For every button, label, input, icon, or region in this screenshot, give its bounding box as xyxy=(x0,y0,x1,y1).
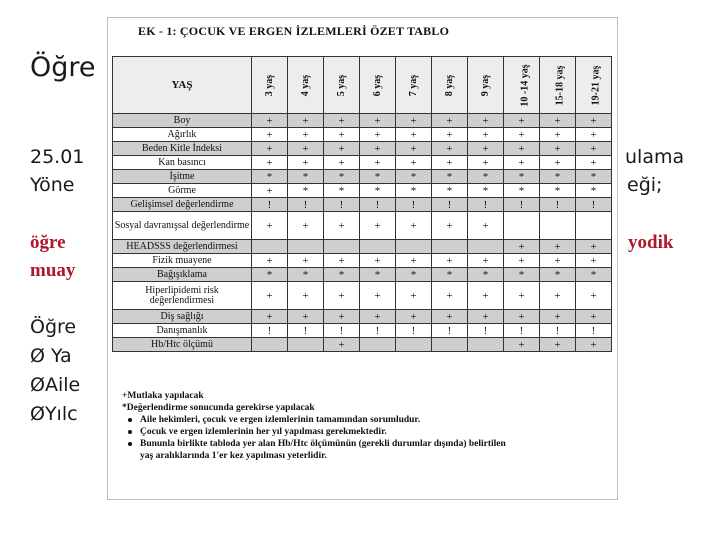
table-cell xyxy=(576,212,612,240)
age-column-header xyxy=(468,57,504,114)
bullet-fragment-1: Ø Ya xyxy=(30,345,72,367)
table-row xyxy=(113,114,612,128)
row-label: Fizik muayene xyxy=(113,254,252,268)
table-cell: + xyxy=(576,128,612,142)
table-cell: * xyxy=(576,184,612,198)
age-column-header xyxy=(324,57,360,114)
table-cell: + xyxy=(468,142,504,156)
table-cell: + xyxy=(252,282,288,310)
note-item xyxy=(128,426,506,438)
note-text: Çocuk ve ergen izlemlerinin her yıl yapılması gerekmektedir. xyxy=(140,427,387,437)
table-cell: + xyxy=(468,282,504,310)
table-cell: + xyxy=(468,212,504,240)
age-column-label: 3 yaş xyxy=(264,74,275,96)
table-cell: + xyxy=(396,254,432,268)
table-cell: + xyxy=(432,156,468,170)
age-column-label: 6 yaş xyxy=(372,74,383,96)
table-cell: + xyxy=(288,310,324,324)
row-label: HEADSSS değerlendirmesi xyxy=(113,240,252,254)
table-cell: + xyxy=(540,142,576,156)
table-cell: * xyxy=(360,268,396,282)
age-column-header xyxy=(288,57,324,114)
note-text xyxy=(140,438,506,462)
table-cell: + xyxy=(576,240,612,254)
table-cell: ! xyxy=(576,198,612,212)
row-label: Beden Kitle İndeksi xyxy=(113,142,252,156)
table-cell: * xyxy=(288,170,324,184)
table-cell: + xyxy=(324,142,360,156)
table-cell: * xyxy=(540,268,576,282)
table-row xyxy=(113,268,612,282)
table-cell: + xyxy=(432,142,468,156)
table-cell: + xyxy=(252,156,288,170)
table-cell: ! xyxy=(288,324,324,338)
table-cell: * xyxy=(396,268,432,282)
table-cell: + xyxy=(432,282,468,310)
table-cell: + xyxy=(540,282,576,310)
table-cell: ! xyxy=(576,324,612,338)
age-column-header xyxy=(576,57,612,114)
table-cell: ! xyxy=(468,198,504,212)
table-cell: + xyxy=(432,254,468,268)
table-cell: ! xyxy=(360,198,396,212)
table-cell: + xyxy=(396,282,432,310)
table-cell: + xyxy=(252,254,288,268)
table-cell: + xyxy=(576,254,612,268)
note-item xyxy=(128,438,506,462)
table-cell: + xyxy=(468,114,504,128)
row-label: Sosyal davranışsal değerlendirme xyxy=(113,212,252,240)
table-cell: + xyxy=(540,128,576,142)
table-cell: * xyxy=(288,268,324,282)
table-cell: + xyxy=(324,128,360,142)
age-header: YAŞ xyxy=(113,57,252,114)
table-cell: + xyxy=(504,240,540,254)
age-column-label: 19-21 yaş xyxy=(590,65,602,105)
table-cell: + xyxy=(360,156,396,170)
table-row xyxy=(113,212,612,240)
age-column-header xyxy=(360,57,396,114)
age-column-header xyxy=(432,57,468,114)
table-cell: + xyxy=(468,128,504,142)
table-cell: + xyxy=(504,142,540,156)
table-cell: * xyxy=(540,184,576,198)
table-cell: + xyxy=(360,212,396,240)
table-cell: + xyxy=(432,114,468,128)
table-cell: * xyxy=(396,184,432,198)
table-cell xyxy=(360,240,396,254)
table-row xyxy=(113,254,612,268)
table-cell: + xyxy=(360,282,396,310)
table-cell xyxy=(540,212,576,240)
table-cell: + xyxy=(396,114,432,128)
table-cell: + xyxy=(396,142,432,156)
table-cell xyxy=(432,338,468,352)
table-cell: * xyxy=(468,184,504,198)
table-cell: + xyxy=(576,156,612,170)
table-cell xyxy=(432,240,468,254)
table-cell: + xyxy=(324,114,360,128)
table-cell: * xyxy=(288,184,324,198)
row-label: Diş sağlığı xyxy=(113,310,252,324)
table-row xyxy=(113,282,612,310)
bullet-dot-icon xyxy=(128,418,132,422)
bullet-dot-icon xyxy=(128,430,132,434)
subheading-fragment: Öğre xyxy=(30,316,77,338)
table-cell: + xyxy=(540,338,576,352)
paragraph-fragment-left-1: 25.01 xyxy=(30,146,85,168)
table-row xyxy=(113,338,612,352)
age-column-header xyxy=(252,57,288,114)
table-cell: + xyxy=(504,338,540,352)
table-cell: * xyxy=(504,170,540,184)
table-row xyxy=(113,128,612,142)
row-label: Bağışıklama xyxy=(113,268,252,282)
bullet-fragment-2: ØAile xyxy=(30,374,81,396)
table-cell: + xyxy=(396,128,432,142)
table-cell: + xyxy=(288,254,324,268)
table-row xyxy=(113,156,612,170)
table-cell: + xyxy=(324,282,360,310)
table-row xyxy=(113,142,612,156)
table-cell: * xyxy=(576,268,612,282)
table-cell: + xyxy=(360,254,396,268)
table-cell: + xyxy=(324,338,360,352)
age-column-header xyxy=(396,57,432,114)
table-title: EK - 1: ÇOCUK VE ERGEN İZLEMLERİ ÖZET TABLO xyxy=(138,24,450,38)
legend-conditional: *Değerlendirme sonucunda gerekirse yapılacak xyxy=(122,403,315,413)
summary-table-image xyxy=(107,17,618,500)
table-cell: ! xyxy=(288,198,324,212)
paragraph-fragment-left-2: Yöne xyxy=(30,174,75,196)
table-cell: ! xyxy=(468,324,504,338)
table-cell: + xyxy=(324,212,360,240)
table-cell xyxy=(288,338,324,352)
table-cell: + xyxy=(360,142,396,156)
table-cell: + xyxy=(504,282,540,310)
table-cell: + xyxy=(396,212,432,240)
table-cell: ! xyxy=(360,324,396,338)
table-cell: ! xyxy=(324,198,360,212)
table-cell: + xyxy=(288,212,324,240)
table-cell xyxy=(504,212,540,240)
table-cell: + xyxy=(540,156,576,170)
table-cell: ! xyxy=(540,198,576,212)
table-cell: * xyxy=(396,170,432,184)
table-cell: + xyxy=(288,142,324,156)
note-text: Aile hekimleri, çocuk ve ergen izlemlerinin tamamından sorumludur. xyxy=(140,415,421,425)
table-cell: * xyxy=(576,170,612,184)
table-cell: + xyxy=(576,282,612,310)
row-label: İşitme xyxy=(113,170,252,184)
table-cell: + xyxy=(360,310,396,324)
note-text-line-2: yaş aralıklarında 1'er kez yapılması yeterlidir. xyxy=(140,451,327,461)
table-cell xyxy=(468,240,504,254)
table-row xyxy=(113,324,612,338)
table-cell: * xyxy=(252,170,288,184)
table-cell: + xyxy=(504,254,540,268)
table-row xyxy=(113,170,612,184)
table-cell: * xyxy=(324,170,360,184)
table-cell: + xyxy=(540,114,576,128)
table-cell: ! xyxy=(504,198,540,212)
age-column-label: 5 yaş xyxy=(336,74,347,96)
table-cell: * xyxy=(468,170,504,184)
table-row xyxy=(113,310,612,324)
table-cell: + xyxy=(288,128,324,142)
table-cell: + xyxy=(252,142,288,156)
table-body xyxy=(113,114,612,352)
table-cell: + xyxy=(468,310,504,324)
row-label: Hb/Htc ölçümü xyxy=(113,338,252,352)
table-cell: + xyxy=(288,156,324,170)
table-cell: ! xyxy=(396,324,432,338)
table-header-row xyxy=(113,57,612,114)
table-cell: ! xyxy=(324,324,360,338)
table-cell: * xyxy=(504,184,540,198)
table-cell: + xyxy=(252,310,288,324)
age-column-label: 15-18 yaş xyxy=(554,65,566,105)
table-cell xyxy=(468,338,504,352)
age-column-label: 10 -14 yaş xyxy=(519,63,531,107)
table-cell xyxy=(360,338,396,352)
table-cell: ! xyxy=(432,198,468,212)
table-cell: + xyxy=(252,212,288,240)
table-cell: + xyxy=(396,156,432,170)
table-cell: + xyxy=(252,114,288,128)
bullet-fragment-3: ØYılc xyxy=(30,403,78,425)
table-notes xyxy=(122,390,506,462)
table-cell: + xyxy=(468,254,504,268)
table-cell xyxy=(288,240,324,254)
row-label: Danışmanlık xyxy=(113,324,252,338)
table-cell: + xyxy=(360,128,396,142)
table-cell: * xyxy=(432,184,468,198)
highlight-fragment-left-2: muay xyxy=(30,260,76,281)
table-cell: + xyxy=(504,310,540,324)
table-cell: * xyxy=(360,184,396,198)
table-cell: * xyxy=(432,268,468,282)
table-cell: + xyxy=(576,310,612,324)
table-row xyxy=(113,198,612,212)
table-cell: ! xyxy=(540,324,576,338)
table-cell: + xyxy=(432,212,468,240)
age-column-header xyxy=(504,57,540,114)
highlight-fragment-left-1: öğre xyxy=(30,232,66,253)
table-cell: + xyxy=(504,156,540,170)
table-cell: ! xyxy=(504,324,540,338)
table-cell: * xyxy=(360,170,396,184)
table-cell xyxy=(252,240,288,254)
table-cell: + xyxy=(252,184,288,198)
table-cell: + xyxy=(540,310,576,324)
table-cell: * xyxy=(324,184,360,198)
paragraph-fragment-right-1: ulama xyxy=(625,146,685,168)
row-label: Görme xyxy=(113,184,252,198)
row-label: Ağırlık xyxy=(113,128,252,142)
note-item xyxy=(128,414,506,426)
table-cell xyxy=(252,338,288,352)
table-cell: * xyxy=(252,268,288,282)
table-cell xyxy=(396,240,432,254)
slide-title-fragment: Öğre xyxy=(30,52,96,83)
row-label: Gelişimsel değerlendirme xyxy=(113,198,252,212)
table-cell: * xyxy=(540,170,576,184)
table-cell: + xyxy=(540,254,576,268)
age-column-label: 4 yaş xyxy=(300,74,311,96)
table-cell: + xyxy=(252,128,288,142)
table-cell: * xyxy=(324,268,360,282)
table-cell xyxy=(396,338,432,352)
age-column-label: 7 yaş xyxy=(408,74,419,96)
age-column-header xyxy=(540,57,576,114)
row-label: Hiperlipidemi risk değerlendirmesi xyxy=(113,282,252,310)
table-cell: ! xyxy=(432,324,468,338)
table-cell xyxy=(324,240,360,254)
table-cell: + xyxy=(432,128,468,142)
bullet-dot-icon xyxy=(128,442,132,446)
table-cell: + xyxy=(324,254,360,268)
table-cell: + xyxy=(324,310,360,324)
table-cell: + xyxy=(540,240,576,254)
paragraph-fragment-right-2: eği; xyxy=(627,174,663,196)
table-cell: + xyxy=(432,310,468,324)
table-cell: * xyxy=(504,268,540,282)
table-cell: ! xyxy=(252,198,288,212)
table-cell: ! xyxy=(252,324,288,338)
table-cell: + xyxy=(288,282,324,310)
table-cell: + xyxy=(576,142,612,156)
table-cell: + xyxy=(396,310,432,324)
age-column-label: 9 yaş xyxy=(480,74,491,96)
age-column-label: 8 yaş xyxy=(444,74,455,96)
row-label: Kan basıncı xyxy=(113,156,252,170)
summary-table xyxy=(112,56,612,352)
table-cell: + xyxy=(576,114,612,128)
table-cell: + xyxy=(288,114,324,128)
table-cell: ! xyxy=(396,198,432,212)
table-cell: * xyxy=(468,268,504,282)
table-cell: + xyxy=(504,114,540,128)
note-text-line-1: Bununla birlikte tabloda yer alan Hb/Htc ölçümünün (gerekli durumlar dışında) belirtilen xyxy=(140,439,506,449)
highlight-fragment-right-1: yodik xyxy=(628,232,674,253)
table-cell: + xyxy=(504,128,540,142)
table-cell: * xyxy=(432,170,468,184)
table-row xyxy=(113,184,612,198)
legend-required: +Mutlaka yapılacak xyxy=(122,391,204,401)
row-label: Boy xyxy=(113,114,252,128)
table-cell: + xyxy=(576,338,612,352)
table-row xyxy=(113,240,612,254)
table-cell: + xyxy=(360,114,396,128)
table-cell: + xyxy=(324,156,360,170)
table-cell: + xyxy=(468,156,504,170)
